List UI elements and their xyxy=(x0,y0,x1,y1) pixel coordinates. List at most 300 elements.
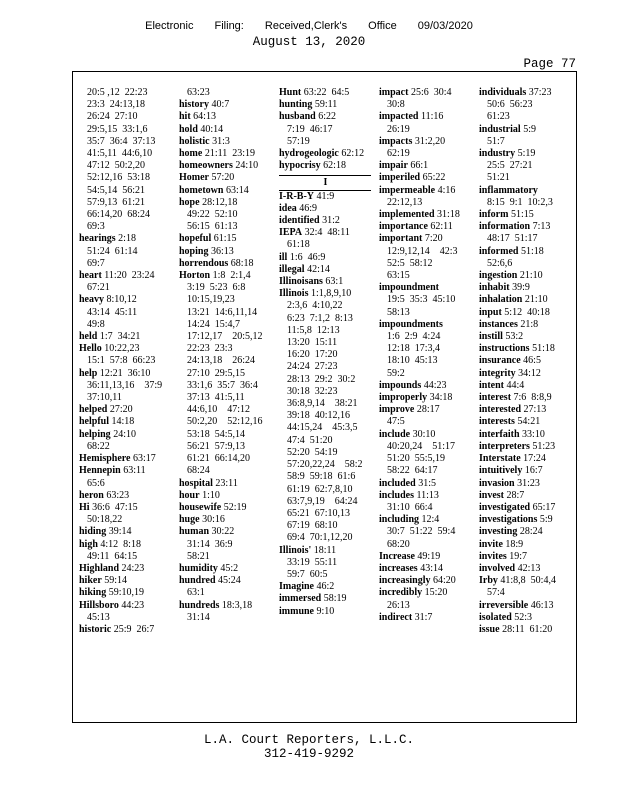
index-word: industry xyxy=(479,148,516,160)
page-line-refs: 61:21 66:14,20 xyxy=(187,453,251,465)
index-word: insurance xyxy=(479,355,521,367)
entry-first-line xyxy=(279,215,372,227)
entry-first-line xyxy=(179,502,272,514)
page-line-refs: 50:6 56:23 xyxy=(487,99,533,111)
index-word: invest xyxy=(479,489,504,501)
entry-first-line xyxy=(179,136,272,148)
page-line-refs: 7:6 8:8,9 xyxy=(513,392,552,404)
index-word: hoping xyxy=(179,245,209,257)
page-line-refs: 28:17 xyxy=(416,404,440,416)
page-line-refs: 8:10,12 xyxy=(106,294,137,306)
entry-first-line xyxy=(179,172,272,184)
page-line-refs: 24:13,18 26:24 xyxy=(187,355,256,367)
entry-first-line xyxy=(179,111,272,123)
page-line-refs: 24:24 27:23 xyxy=(287,361,338,373)
page-line-refs: 65:21 67:10,13 xyxy=(287,507,351,519)
index-entry xyxy=(479,380,572,392)
index-entry xyxy=(179,99,272,111)
page-line-refs: 53:18 54:5,14 xyxy=(187,428,246,440)
index-entry xyxy=(179,514,272,526)
entry-first-line xyxy=(279,227,372,239)
page-line-refs: 31:2 xyxy=(322,215,340,227)
page-line-refs: 45:24 xyxy=(218,575,241,587)
page-line-refs: 2:3,6 4:10,22 xyxy=(287,300,343,312)
index-word: increases xyxy=(379,562,418,574)
entry-first-line xyxy=(279,593,372,605)
page-line-refs: 11:13 xyxy=(416,489,439,501)
index-entry xyxy=(479,404,572,416)
index-word: intuitively xyxy=(479,465,523,477)
index-word: impacts xyxy=(379,135,413,147)
index-word: hope xyxy=(179,196,200,208)
page-line-refs: 36:13 xyxy=(210,245,234,257)
entry-first-line xyxy=(479,575,572,587)
entry-first-line xyxy=(179,246,272,258)
index-entry xyxy=(479,319,572,331)
entry-first-line xyxy=(379,551,472,563)
index-word: invite xyxy=(479,538,503,550)
index-entry xyxy=(79,587,172,599)
index-word: hiker xyxy=(79,575,102,587)
entry-first-line xyxy=(479,307,572,319)
index-word: information xyxy=(479,221,531,233)
entry-first-line xyxy=(479,539,572,551)
entry-first-line xyxy=(279,191,372,203)
page-line-refs: 9:10 xyxy=(316,605,335,617)
index-entry xyxy=(479,563,572,575)
page-line-refs: 22:12,13 xyxy=(387,196,423,208)
page-line-refs: 21:11 23:19 xyxy=(204,148,256,160)
page-line-refs: 4:12 8:18 xyxy=(100,538,141,550)
entry-first-line xyxy=(79,233,172,245)
index-word: homeowners xyxy=(179,160,233,172)
index-entry xyxy=(179,502,272,514)
section-letter: I xyxy=(323,177,328,189)
page-line-refs: 57:19 xyxy=(287,135,310,147)
index-word: interpreters xyxy=(479,440,530,452)
page-line-refs: 52:6,6 xyxy=(487,257,513,269)
page-line-refs: 57:4 xyxy=(487,587,505,599)
index-word: holistic xyxy=(179,135,210,147)
entry-first-line xyxy=(179,563,272,575)
page-line-refs: 23:3 24:13,18 xyxy=(87,99,146,111)
index-word: Interstate xyxy=(479,453,521,465)
index-entry xyxy=(179,148,272,160)
index-entry xyxy=(179,526,272,563)
page-line-refs: 41:8,8 50:4,4 xyxy=(500,575,556,587)
page-line-refs: 41:9 xyxy=(316,190,335,202)
page-line-refs: 12:18 17:3,4 xyxy=(387,343,441,355)
page-line-refs: 14:24 15:4,7 xyxy=(187,318,241,330)
index-entry xyxy=(179,233,272,245)
entry-first-line xyxy=(279,160,372,172)
index-entry xyxy=(479,87,572,124)
page-line-refs: 63:23 xyxy=(106,489,130,501)
index-word: inhabit xyxy=(479,282,510,294)
index-word: Hi xyxy=(79,501,90,513)
index-entry xyxy=(379,551,472,563)
entry-first-line xyxy=(179,185,272,197)
index-entry xyxy=(479,441,572,453)
entry-first-line xyxy=(379,282,472,306)
page-line-refs: 54:21 xyxy=(517,416,541,428)
page-line-refs: 63:22 64:5 xyxy=(303,87,350,98)
entry-first-line xyxy=(479,282,572,294)
page-line-refs: 18:11 xyxy=(313,544,337,556)
index-word: historic xyxy=(79,623,112,635)
index-word: involved xyxy=(479,562,516,574)
index-word: Hello xyxy=(79,343,102,355)
index-word: horrendous xyxy=(179,257,229,269)
page-line-refs: 62:18 xyxy=(323,160,346,172)
page-line-refs: 1:6 2:9 4:24 xyxy=(387,331,441,343)
page-line-refs: 31:14 36:9 xyxy=(187,538,233,550)
index-entry xyxy=(479,514,572,526)
entry-first-line xyxy=(79,294,172,306)
page-line-refs: 47:12 50:2,20 xyxy=(87,160,146,172)
index-word: ingestion xyxy=(479,270,518,282)
page-line-refs: 28:24 xyxy=(519,526,543,538)
index-entry xyxy=(479,368,572,380)
index-word: illegal xyxy=(279,263,305,275)
index-entry xyxy=(379,221,472,233)
index-entry xyxy=(479,148,572,185)
index-word: integrity xyxy=(479,367,516,379)
entry-first-line xyxy=(179,270,272,282)
index-word: idea xyxy=(279,202,297,214)
entry-first-line xyxy=(179,148,272,160)
page-line-refs: 11:16 xyxy=(420,111,444,123)
index-entry xyxy=(279,252,372,264)
entry-first-line xyxy=(479,551,572,563)
index-word: interests xyxy=(479,416,515,428)
index-entry xyxy=(479,416,572,428)
index-word: implemented xyxy=(379,209,435,221)
page-line-refs: 28:13 29:2 30:2 xyxy=(287,373,356,385)
page-line-refs: 34:18 xyxy=(429,392,453,404)
index-entry xyxy=(279,148,372,160)
page-line-refs: 36:6 47:15 xyxy=(92,501,138,513)
entry-first-line xyxy=(79,526,172,538)
page-line-refs: 12:9,12,14 42:3 xyxy=(387,245,458,257)
entry-first-line xyxy=(179,87,272,99)
index-entry xyxy=(479,124,572,148)
page-line-refs: 7:13 xyxy=(532,221,551,233)
page-line-refs: 11:20 23:24 xyxy=(104,270,155,282)
index-entry xyxy=(79,233,172,270)
index-entry xyxy=(179,575,272,599)
index-entry xyxy=(379,490,472,514)
index-entry xyxy=(379,233,472,282)
entry-first-line xyxy=(79,502,172,514)
entry-first-line xyxy=(179,99,272,111)
page-line-refs: 45:13 xyxy=(87,611,110,623)
page-line-refs: 51:18 xyxy=(532,343,555,355)
index-entry xyxy=(79,465,172,489)
index-entry xyxy=(279,606,372,618)
index-word: interested xyxy=(479,404,522,416)
page-line-refs: 48:17 51:17 xyxy=(487,233,538,245)
entry-first-line xyxy=(79,343,172,355)
page-line-refs: 33:1,6 35:7 36:4 xyxy=(187,379,258,391)
page-line-refs: 7:20 xyxy=(424,233,443,245)
index-entry xyxy=(479,453,572,465)
page-line-refs: 22:23 23:3 xyxy=(187,343,233,355)
entry-first-line xyxy=(279,276,372,288)
index-entry xyxy=(479,331,572,343)
page-line-refs: 59:7 60:5 xyxy=(287,568,328,580)
page-line-refs: 18:9 xyxy=(505,538,524,550)
index-word: includes xyxy=(379,489,415,501)
index-entry xyxy=(379,478,472,490)
page-line-refs: 30:22 xyxy=(211,526,235,538)
index-word: individuals xyxy=(479,87,527,98)
index-word: hospital xyxy=(179,477,213,489)
reporter-phone: 312-419-9292 xyxy=(263,747,354,761)
entry-first-line xyxy=(479,124,572,136)
index-entry xyxy=(179,172,272,184)
page-line-refs: 10:15,19,23 xyxy=(187,294,235,306)
entry-first-line xyxy=(379,319,472,343)
page-line-refs: 37:10,11 xyxy=(87,392,122,404)
index-entry xyxy=(379,172,472,184)
index-word: improperly xyxy=(379,392,428,404)
page-line-refs: 1:6 46:9 xyxy=(289,251,326,263)
page-line-refs: 13:21 14:6,11,14 xyxy=(187,306,258,318)
page-line-refs: 17:24 xyxy=(523,453,546,465)
index-word: interest xyxy=(479,392,512,404)
page-line-refs: 49:11 64:15 xyxy=(87,550,138,562)
index-entry xyxy=(379,319,472,380)
page-line-refs: 31:18 xyxy=(437,209,460,221)
index-entry xyxy=(179,258,272,270)
page-line-refs: 63:7,9,19 64:24 xyxy=(287,495,358,507)
index-word: impacted xyxy=(379,111,419,123)
entry-first-line xyxy=(279,99,372,111)
index-entry xyxy=(479,465,572,477)
page-line-refs: 44:6,10 47:12 xyxy=(187,404,251,416)
index-word: instances xyxy=(479,318,518,330)
page-line-refs: 64:13 xyxy=(193,111,216,123)
page-line-refs: 47:4 51:20 xyxy=(287,434,333,446)
index-entry xyxy=(179,563,272,575)
index-entry xyxy=(279,215,372,227)
page-line-refs: 46:2 xyxy=(316,581,335,593)
page-line-refs: 35:7 36:4 37:13 xyxy=(87,135,156,147)
index-entry xyxy=(79,453,172,465)
index-word: hometown xyxy=(179,184,224,196)
index-entry xyxy=(479,539,572,551)
filing-stamp xyxy=(0,20,618,32)
index-word: investing xyxy=(479,526,518,538)
page-line-refs: 39:18 40:12,16 xyxy=(287,410,351,422)
page-line-refs: 21:10 xyxy=(519,270,543,282)
entry-first-line xyxy=(379,404,472,416)
index-entry xyxy=(479,185,572,209)
entry-first-line xyxy=(479,270,572,282)
page-line-refs: 12:4 xyxy=(421,514,440,526)
page-line-refs: 8:15 9:1 10:2,3 xyxy=(487,196,553,208)
page-line-refs: 40:7 xyxy=(211,99,230,111)
entry-first-line xyxy=(179,478,272,490)
entry-first-line xyxy=(479,478,572,490)
index-entry xyxy=(479,221,572,245)
page-line-refs: 5:12 40:18 xyxy=(504,306,550,318)
index-word: investigations xyxy=(479,514,538,526)
index-word: heart xyxy=(79,270,102,282)
entry-first-line xyxy=(279,606,372,618)
index-word: imperiled xyxy=(379,172,421,184)
page-line-refs: 46:5 xyxy=(523,355,541,367)
page-line-refs: 42:14 xyxy=(307,263,330,275)
page-line-refs: 64:20 xyxy=(432,575,456,587)
page-line-refs: 61:23 xyxy=(487,111,510,123)
entry-first-line xyxy=(179,490,272,502)
page-line-refs: 52:5 58:12 xyxy=(387,257,433,269)
index-entry xyxy=(479,575,572,599)
page-line-refs: 26:24 27:10 xyxy=(87,111,138,123)
entry-first-line xyxy=(479,600,572,612)
page-line-refs: 68:24 xyxy=(187,465,210,477)
entry-first-line xyxy=(179,258,272,270)
index-entry xyxy=(79,526,172,538)
page-line-refs: 52:12,16 53:18 xyxy=(87,172,151,184)
entry-first-line xyxy=(279,264,372,276)
page-line-refs: 21:8 xyxy=(520,318,539,330)
page-line-refs: 47:5 xyxy=(387,416,405,428)
index-entry xyxy=(79,87,172,233)
index-word: helpful xyxy=(79,416,110,428)
entry-first-line xyxy=(479,502,572,514)
index-entry xyxy=(179,160,272,172)
page-line-refs: 30:16 xyxy=(202,514,225,526)
page-line-refs: 19:7 xyxy=(509,550,528,562)
index-entry xyxy=(379,392,472,404)
page-line-refs: 28:7 xyxy=(506,489,525,501)
index-entry xyxy=(279,545,372,582)
index-word: Hillsboro xyxy=(79,599,119,611)
entry-first-line xyxy=(279,288,372,300)
index-entry xyxy=(279,581,372,593)
index-word: include xyxy=(379,428,411,440)
page-line-refs: 24:10 xyxy=(113,428,136,440)
index-entry xyxy=(279,191,372,203)
index-entry xyxy=(279,276,372,288)
index-word: identified xyxy=(279,215,320,227)
page-line-refs: 62:19 xyxy=(387,148,410,160)
index-entry xyxy=(479,246,572,270)
entry-first-line xyxy=(479,87,572,99)
index-entry xyxy=(179,185,272,197)
page-line-refs: 24:23 xyxy=(121,562,145,574)
index-word: intent xyxy=(479,379,504,391)
index-word: human xyxy=(179,526,210,538)
index-entry xyxy=(479,392,572,404)
page-line-refs: 11:5,8 12:13 xyxy=(287,324,340,336)
index-word: hiding xyxy=(79,526,107,538)
index-word: hundred xyxy=(179,575,216,587)
index-word: included xyxy=(379,477,416,489)
page-line-refs: 63:1 xyxy=(187,587,205,599)
entry-first-line xyxy=(479,453,572,465)
index-word: hypocrisy xyxy=(279,160,321,172)
entry-first-line xyxy=(79,404,172,416)
index-word: heron xyxy=(79,489,104,501)
index-entry xyxy=(79,416,172,428)
index-word: Increase xyxy=(379,550,415,562)
entry-first-line xyxy=(79,539,172,551)
index-column xyxy=(379,87,472,624)
page-line-refs: 32:4 48:11 xyxy=(304,227,350,239)
index-entry xyxy=(379,575,472,587)
index-entry xyxy=(179,478,272,490)
filing-stamp-part: Received,Clerk's xyxy=(264,20,348,32)
page-line-refs: 19:5 35:3 45:10 xyxy=(387,294,456,306)
page-line-refs: 5:19 xyxy=(517,148,536,160)
entry-first-line xyxy=(379,185,472,197)
index-word: Hemisphere xyxy=(79,453,131,465)
page-line-refs: 21:10 xyxy=(524,294,548,306)
entry-first-line xyxy=(479,490,572,502)
page-line-refs: 69:4 70:1,12,20 xyxy=(287,532,353,544)
page-line-refs: 61:18 xyxy=(287,239,310,251)
page-line-refs: 30:18 32:23 xyxy=(287,385,338,397)
index-entry xyxy=(479,502,572,514)
page-line-refs: 1:8 2:1,4 xyxy=(212,270,251,282)
entry-first-line xyxy=(379,478,472,490)
page-line-refs: 31:14 xyxy=(187,611,210,623)
page-line-refs: 61:15 xyxy=(213,233,237,245)
index-entry xyxy=(479,209,572,221)
index-entry xyxy=(379,380,472,392)
page-line-refs: 50:18,22 xyxy=(87,514,123,526)
page-line-refs: 63:15 xyxy=(387,270,410,282)
index-entry xyxy=(79,404,172,416)
page-line-refs: 56:21 57:9,13 xyxy=(187,440,246,452)
index-word: humidity xyxy=(179,562,218,574)
entry-first-line xyxy=(479,429,572,441)
page-line-refs: 6:22 xyxy=(318,111,336,123)
page-line-refs: 27:10 29:5,15 xyxy=(187,367,246,379)
entry-first-line xyxy=(379,136,472,148)
index-entry xyxy=(379,563,472,575)
page-line-refs: 51:7 xyxy=(487,135,505,147)
entry-first-line xyxy=(379,111,472,123)
index-word: hopeful xyxy=(179,233,212,245)
index-word: isolated xyxy=(479,611,512,623)
entry-first-line xyxy=(479,209,572,221)
entry-first-line xyxy=(279,252,372,264)
index-entry xyxy=(379,111,472,135)
index-word: important xyxy=(379,233,423,245)
entry-first-line xyxy=(479,416,572,428)
page-line-refs: 23:11 xyxy=(215,477,238,489)
page-line-refs: 37:23 xyxy=(528,87,552,98)
page-line-refs: 61:19 62:7,8,10 xyxy=(287,483,353,495)
index-word: input xyxy=(479,306,502,318)
index-entry xyxy=(479,478,572,490)
page-line-refs: 36:8,9,14 38:21 xyxy=(287,398,358,410)
index-entry xyxy=(279,593,372,605)
index-word: impounds xyxy=(379,379,422,391)
filing-stamp-part: Filing: xyxy=(214,20,244,32)
entry-first-line xyxy=(479,380,572,392)
index-word: inform xyxy=(479,209,509,221)
index-word: hour xyxy=(179,489,200,501)
page-line-refs: 49:8 xyxy=(87,318,105,330)
page-line-refs: 59:10,19 xyxy=(108,587,145,599)
page-line-refs: 62:12 xyxy=(341,148,365,160)
